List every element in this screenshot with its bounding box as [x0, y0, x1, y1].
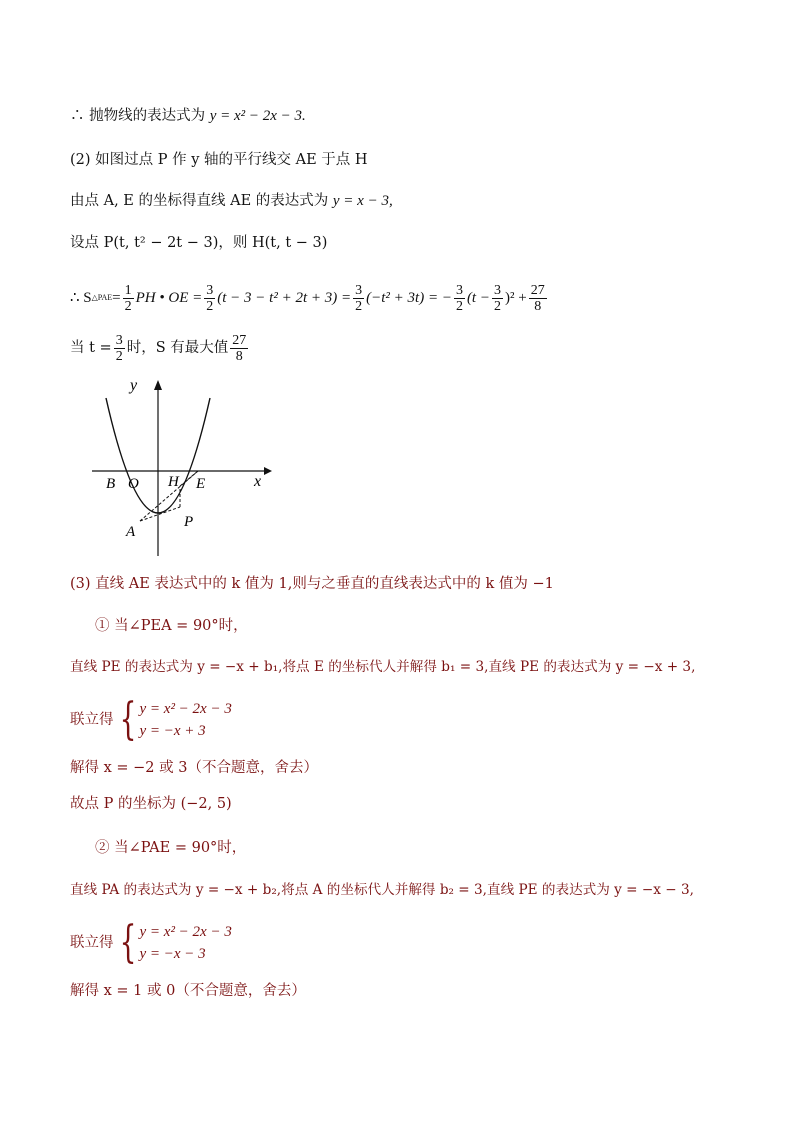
equation: y = x² − 2x − 3: [139, 701, 232, 717]
line-pe-expression: [70, 657, 695, 677]
line-ae-expression: [70, 191, 393, 211]
text: 联立得: [70, 935, 114, 951]
text: (2) 如图过点 P 作 y 轴的平行线交 AE 于点 H: [70, 152, 368, 168]
math: y = x² − 2x − 3.: [209, 108, 306, 124]
text: ① 当∠PEA = 90°时，: [95, 618, 248, 634]
y-label: y: [130, 378, 138, 394]
parabola-figure: [92, 378, 282, 558]
equation: y = x² − 2x − 3: [139, 924, 232, 940]
text: (t − 3 − t² + 2t + 3) =: [217, 290, 352, 306]
text: 联立得: [70, 712, 114, 728]
equation: y = −x + 3: [139, 723, 206, 739]
line-set-point-p: [70, 233, 327, 253]
text: ∴ S: [70, 290, 92, 306]
text: ∴ 抛物线的表达式为: [70, 108, 206, 124]
equation-system: [140, 698, 232, 742]
label-b: B: [106, 476, 116, 492]
label-a: A: [126, 524, 136, 540]
line-system-2: [70, 919, 232, 967]
text: 设点 P(t, t² − 2t − 3)，则 H(t, t − 3): [70, 235, 328, 251]
line-system-1: [70, 696, 232, 744]
x-axis-arrow: [264, 467, 272, 475]
text: 直线 PE 的表达式为 y = −x + b₁,将点 E 的坐标代人并解得 b₁ = 3,直线 PE 的表达式为 y = −x + 3,: [70, 659, 696, 675]
line-point-p-1: [70, 794, 232, 814]
text: 由点 A, E 的坐标得直线 AE 的表达式为: [70, 193, 329, 209]
text: )² +: [504, 290, 527, 306]
line-case2: [95, 838, 246, 858]
text: 时，S 有最大值: [126, 340, 229, 356]
line-solution-2: [70, 981, 306, 1001]
fraction-three-halves: $\frac{3}{2}$: [115, 332, 123, 364]
subscript: △PAE: [91, 293, 113, 302]
math: y = x − 3,: [332, 193, 393, 209]
text: 当 t =: [70, 340, 112, 356]
text: 解得 x = −2 或 3（不合题意，舍去）: [70, 760, 318, 776]
brace: {: [119, 917, 136, 968]
label-o: O: [128, 476, 139, 492]
equation-system: [140, 921, 232, 965]
text: PH • OE =: [135, 290, 203, 306]
text: 故点 P 的坐标为 (−2, 5): [70, 796, 232, 812]
line-pa-expression: [70, 880, 694, 900]
line-max-value: [70, 330, 250, 366]
fraction-three-halves: $\frac{3}{2}$: [355, 282, 363, 314]
line-expression-parabola: [70, 106, 306, 126]
line-part3-intro: [70, 574, 554, 594]
text: =: [112, 290, 121, 306]
text: ② 当∠PAE = 90°时，: [95, 840, 247, 856]
line-case1: [95, 616, 248, 636]
line-part2-intro: [70, 150, 368, 170]
fraction-27-8: $\frac{27}{8}$: [232, 332, 247, 364]
fraction-three-halves: $\frac{3}{2}$: [493, 282, 501, 314]
y-axis-arrow: [154, 380, 162, 390]
text: (−t² + 3t) = −: [366, 290, 452, 306]
brace: {: [119, 694, 136, 745]
fraction-27-8: $\frac{27}{8}$: [530, 282, 545, 314]
equation: y = −x − 3: [139, 946, 206, 962]
x-label: x: [254, 473, 262, 490]
line-area-formula: [70, 280, 549, 316]
text: 直线 PA 的表达式为 y = −x + b₂,将点 A 的坐标代人并解得 b₂ = 3,直线 PE 的表达式为 y = −x − 3,: [70, 882, 694, 898]
text: (t −: [466, 290, 490, 306]
fraction-half: $\frac{1}{2}$: [124, 282, 132, 314]
line-solution-1: [70, 758, 318, 778]
fraction-three-halves: $\frac{3}{2}$: [206, 282, 214, 314]
text: (3) 直线 AE 表达式中的 k 值为 1,则与之垂直的直线表达式中的 k 值为 −1: [70, 576, 554, 592]
label-h: H: [168, 474, 179, 490]
text: 解得 x = 1 或 0（不合题意，舍去）: [70, 983, 306, 999]
label-e: E: [196, 476, 206, 492]
segment-ap: [140, 507, 180, 521]
fraction-three-halves: $\frac{3}{2}$: [455, 282, 463, 314]
label-p: P: [184, 514, 194, 530]
